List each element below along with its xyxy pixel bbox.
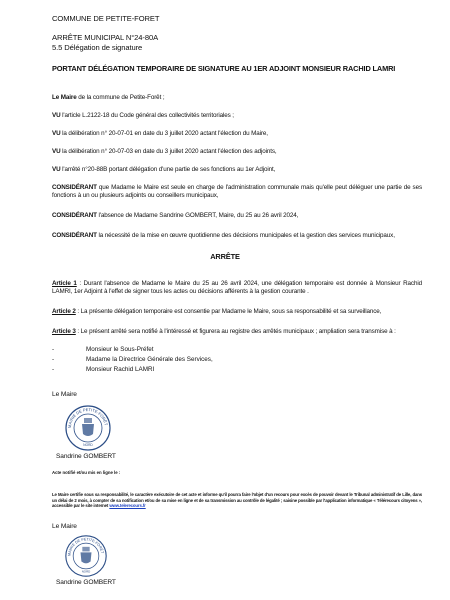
seal-ring-text: MAIRIE DE PETITE-FORÊT	[67, 537, 105, 557]
intro-text: de la commune de Petite-Forêt ;	[76, 94, 165, 101]
recipient-item: - Madame la Directrice Générale des Services,	[52, 356, 213, 363]
vu-text: la délibération n° 20-07-01 en date du 3 juillet 2020 actant l'élection du Maire,	[60, 130, 268, 137]
signature-name: Sandrine GOMBERT	[56, 579, 116, 586]
acte-notifie-label: Acte notifié et/ou mis en ligne le :	[52, 470, 121, 475]
document-title: PORTANT DÉLÉGATION TEMPORAIRE DE SIGNATURE AU 1ER ADJOINT MONSIEUR RACHID LAMRI	[52, 64, 396, 73]
intro-bold: Le Maire	[52, 94, 77, 101]
arrete-heading: ARRÊTE	[210, 252, 240, 261]
vu-line-3	[52, 148, 422, 156]
vu-line-1	[52, 112, 422, 120]
article-label: Article 3	[52, 328, 76, 335]
seal-bottom-text: NORD	[81, 569, 91, 574]
article-3	[52, 328, 422, 336]
vu-label: VU	[52, 166, 61, 173]
vu-text: l'arrêté n°20-88B portant délégation d'une partie de ses fonctions au 1er Adjoint,	[60, 166, 276, 173]
vu-label: VU	[52, 148, 61, 155]
arrete-category: 5.5 Délégation de signature	[52, 43, 143, 52]
recipient-item: - Monsieur Rachid LAMRI	[52, 366, 155, 373]
considerant-label: CONSIDÉRANT	[52, 212, 97, 219]
signature-role: Le Maire	[52, 523, 77, 530]
vu-line-2	[52, 130, 422, 138]
article-text: : La présente délégation temporaire est consentie par Madame le Maire, sous sa responsabilité et sa surveillance,	[75, 308, 382, 315]
article-text: : Le présent arrêté sera notifié à l'intéressé et figurera au registre des arrêtés municipaux ; ampliation sera transmise à :	[75, 328, 396, 335]
considerant-text: que Madame le Maire est seule en charge de l'administration communale mais qu'elle peut déléguer une partie de ses fonctions à un ou plusieurs adjoints ou conseillers municipaux,	[52, 184, 422, 200]
commune-name: COMMUNE DE PETITE-FORET	[52, 14, 160, 23]
telerecours-link[interactable]: www.telerecours.fr	[109, 503, 146, 509]
article-text: : Durant l'absence de Madame le Maire du 25 au 26 avril 2024, une délégation temporaire est donnée à Monsieur Rachid LAMRI, 1er Adjoint à l'effet de signer tous les actes ou décisions afférents à la gestion courante .	[52, 280, 422, 296]
signature-role: Le Maire	[52, 391, 77, 398]
vu-label: VU	[52, 130, 61, 137]
considerant-text: l'absence de Madame Sandrine GOMBERT, Maire, du 25 au 26 avril 2024,	[96, 212, 299, 219]
mairie-seal	[64, 404, 112, 457]
legal-notice: Le Maire certifie sous sa responsabilité, le caractère exécutoire de cet acte et informe qu'il pourra faire l'objet d'un recours pour excès de pouvoir devant le Tribunal administratif de Lille, dans un délai de 2 mois, à compter de sa notification et/ou de sa mise en ligne et de sa transmission au contrôle de légalité ; saisine possible par l'application informatique « Télérecours citoyens », accessible par le site internet www.telerecours.fr	[52, 492, 422, 509]
vu-label: VU	[52, 112, 61, 119]
considerant-text: la nécessité de la mise en œuvre quotidienne des décisions municipales et la gestion des services municipaux,	[96, 232, 395, 239]
seal-ring-text: MAIRIE DE PETITE-FORÊT	[66, 406, 109, 429]
article-2	[52, 308, 422, 316]
seal-bottom-text: NORD	[83, 443, 93, 447]
vu-text: l'article L.2122-18 du Code général des collectivités territoriales ;	[60, 112, 234, 119]
considerant-label: CONSIDÉRANT	[52, 184, 97, 191]
considerant-3	[52, 232, 422, 240]
recipient-item: - Monsieur le Sous-Préfet	[52, 346, 154, 353]
considerant-2	[52, 212, 422, 220]
vu-text: la délibération n° 20-07-03 en date du 3 juillet 2020 actant l'élection des adjoints,	[60, 148, 277, 155]
arrete-number: ARRÊTE MUNICIPAL N°24-80A	[52, 33, 159, 42]
signature-name: Sandrine GOMBERT	[56, 453, 116, 460]
considerant-label: CONSIDÉRANT	[52, 232, 97, 239]
article-label: Article 1	[52, 280, 77, 287]
vu-line-4	[52, 166, 422, 174]
intro-line	[52, 94, 422, 102]
mairie-seal	[64, 534, 108, 583]
article-label: Article 2	[52, 308, 76, 315]
considerant-1	[52, 184, 422, 200]
article-1	[52, 280, 422, 296]
